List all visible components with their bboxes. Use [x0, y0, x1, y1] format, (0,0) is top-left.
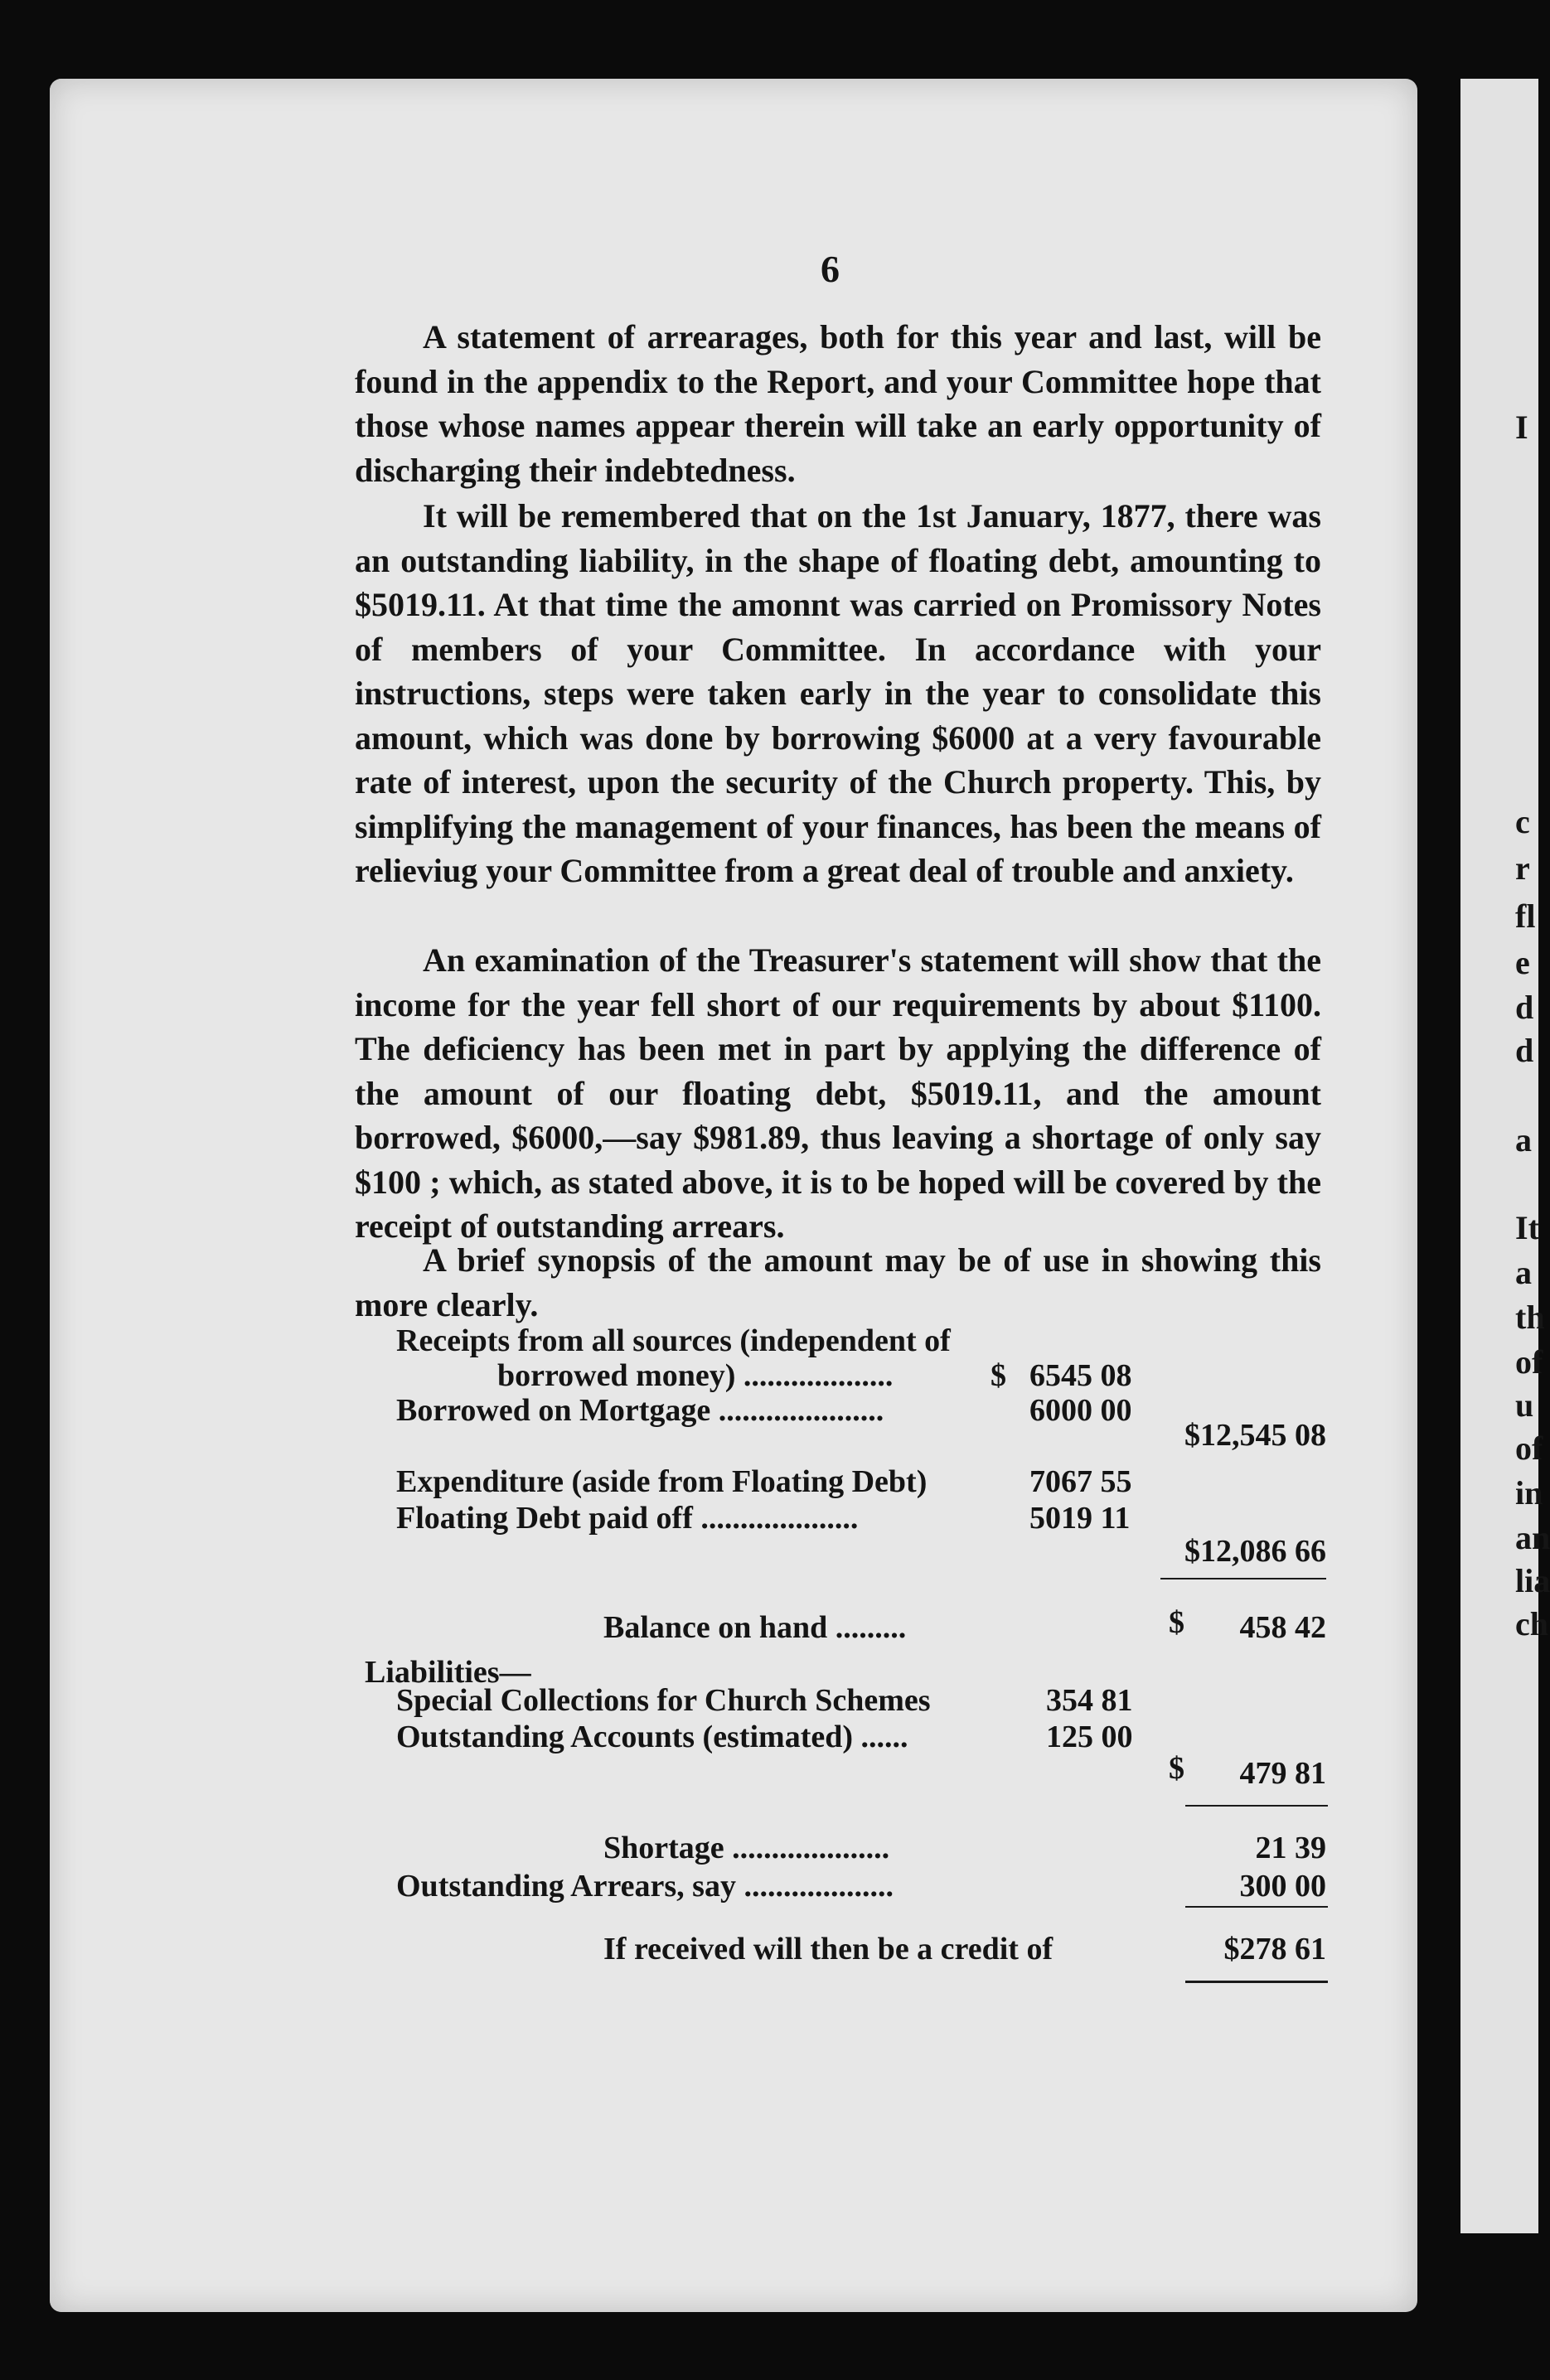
paragraph-arrearages: A statement of arrearages, both for this year and last, will be found in the appendix to the Report, and your Committee hope that those whose names appear therein will take an early opportunity of discharging their indebtedness. [355, 318, 1321, 489]
paragraph-floating-debt: It will be remembered that on the 1st January, 1877, there was an outstanding liability, in the shape of floating debt, amounting to $5019.11. At that time the amonnt was carried on Promissory Notes of members of your Committee. In accordance with your instructions, steps were taken early in the year to consolidate this amount, which was done by borrowing $6000 at a very favourable rate of interest, upon the security of the Church property. This, by simplifying the management of your finances, has been the means of relieviug your Committee from a great deal of trouble and anxiety. [355, 497, 1321, 889]
credit-amount: $278 61 [1223, 1932, 1326, 1966]
shortage-amount: 21 39 [1255, 1831, 1326, 1865]
outstanding-accounts-amount: 125 00 [1046, 1720, 1133, 1754]
adjacent-page-fragment: u [1515, 1386, 1534, 1424]
adjacent-page-fragment: lia [1515, 1562, 1550, 1599]
floating-debt-amount: 5019 11 [1029, 1501, 1131, 1536]
receipts-label-continued: borrowed money) ................... [497, 1358, 894, 1393]
arrears-label: Outstanding Arrears, say ................... [396, 1869, 894, 1904]
adjacent-page-fragment: It [1515, 1209, 1539, 1246]
paragraph-synopsis-intro: A brief synopsis of the amount may be of use in showing this more clearly. [355, 1241, 1321, 1323]
adjacent-page-fragment: in [1515, 1474, 1543, 1512]
borrowed-amount: 6000 00 [1029, 1393, 1132, 1428]
adjacent-page-fragment: th [1515, 1299, 1545, 1336]
adjacent-page-fragment: d [1515, 989, 1534, 1026]
adjacent-page-fragment: e [1515, 944, 1530, 981]
special-collections-amount: 354 81 [1046, 1683, 1133, 1718]
liabilities-total: 479 81 [1239, 1756, 1326, 1791]
adjacent-page-fragment: a [1515, 1254, 1532, 1291]
credit-bottom-rule [1185, 1981, 1328, 1983]
total-expenditure: $12,086 66 [1184, 1534, 1326, 1569]
liabilities-dollar-sign: $ [1169, 1751, 1184, 1786]
expenditure-amount: 7067 55 [1029, 1464, 1132, 1499]
receipts-label: Receipts from all sources (independent of [396, 1323, 951, 1358]
outstanding-accounts-label: Outstanding Accounts (estimated) ...... [396, 1720, 908, 1754]
arrears-amount: 300 00 [1239, 1869, 1326, 1904]
paragraph-treasurer-statement: An examination of the Treasurer's statement will show that the income for the year fell short of our requirements by about $1100. The deficiency has been met in part by applying the difference of the amount of our floating debt, $5019.11, and the amount borrowed, $6000,—say $981.89, thus leaving a shortage of only say $100 ; which, as stated above, it is to be hoped will be covered by the receipt of outstanding arrears. [355, 941, 1321, 1245]
adjacent-page-fragment: ch [1515, 1605, 1548, 1642]
adjacent-page-fragment: fl [1515, 897, 1536, 935]
credit-label: If received will then be a credit of [603, 1932, 1054, 1966]
adjacent-page-fragment: a [1515, 1121, 1532, 1159]
adjacent-page-fragment: an [1515, 1519, 1550, 1556]
adjacent-page-fragment: I [1515, 409, 1528, 446]
liabilities-rule [1185, 1805, 1328, 1807]
balance-amount: 458 42 [1239, 1610, 1326, 1645]
borrowed-label: Borrowed on Mortgage ..................... [396, 1393, 884, 1428]
special-collections-label: Special Collections for Church Schemes [396, 1683, 931, 1718]
page-number: 6 [821, 248, 840, 290]
receipts-dollar-sign: $ [991, 1358, 1006, 1393]
expenditure-label: Expenditure (aside from Floating Debt) [396, 1464, 928, 1499]
subtotal-rule [1160, 1578, 1326, 1579]
balance-label: Balance on hand ......... [603, 1610, 907, 1645]
balance-dollar-sign: $ [1169, 1605, 1184, 1640]
adjacent-page-fragment: r [1515, 849, 1530, 887]
adjacent-page-fragment: of [1515, 1429, 1543, 1467]
adjacent-page-fragment: d [1515, 1032, 1534, 1069]
adjacent-page-fragment: of [1515, 1343, 1543, 1381]
receipts-amount: 6545 08 [1029, 1358, 1132, 1393]
liabilities-heading: Liabilities— [365, 1655, 531, 1690]
floating-debt-label: Floating Debt paid off .................... [396, 1501, 859, 1536]
shortage-label: Shortage .................... [603, 1831, 890, 1865]
adjacent-page-fragment: c [1515, 803, 1530, 840]
total-receipts: $12,545 08 [1184, 1418, 1326, 1453]
credit-top-rule [1185, 1906, 1328, 1908]
